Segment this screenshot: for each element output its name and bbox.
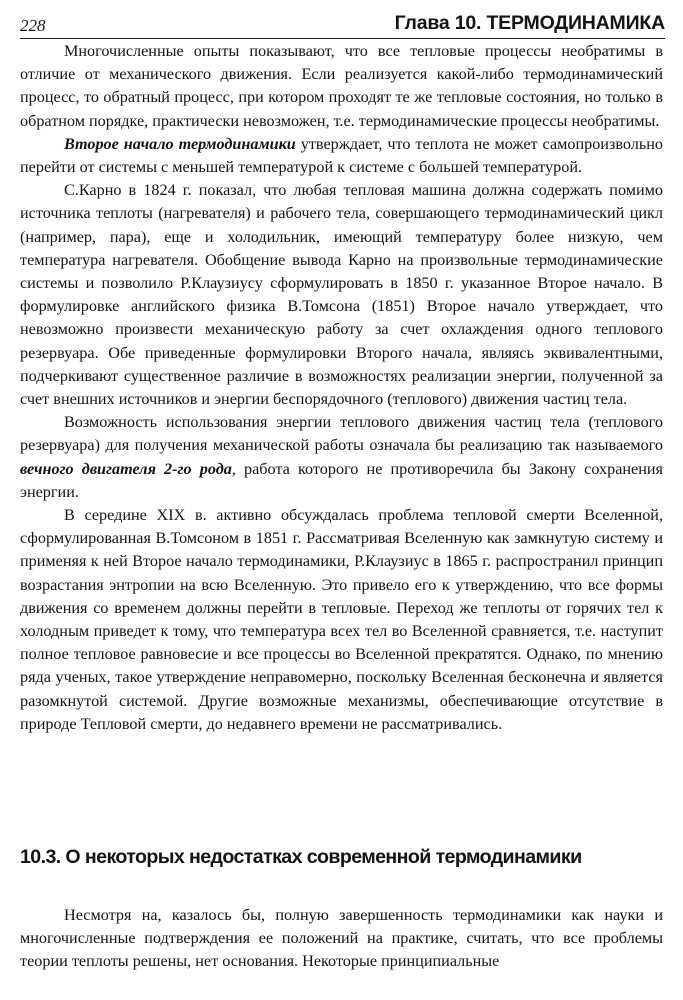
chapter-title: Глава 10. ТЕРМОДИНАМИКА xyxy=(394,12,665,34)
paragraph xyxy=(20,411,663,504)
section-heading: 10.3. О некоторых недостатках современной термодинамики xyxy=(20,846,582,868)
paragraph-text: С.Карно в 1824 г. показал, что любая тепловая машина должна содержать помимо источника теплоты (нагревателя) и рабочего тела, совершающего термодинамический цикл (например, пара), еще и холодильник, имеющий температуру более низкую, чем температура нагревателя. Обобщение вывода Карно на произвольные термодинамические системы и позволило Р.Клаузиусу сформулировать в 1850 г. указанное Второе начало. В формулировке английского физика В.Томсона (1851) Второе начало утверждает, что невозможно произвести механическую работу за счет охлаждения одного теплового резервуара. Обе приведенные формулировки Второго начала, являясь эквивалентными, подчеркивают существенное различие в возможностях реализации энергии, полученной за счет внешних источников и энергии беспорядочного (теплового) движения частиц тела. xyxy=(20,181,663,409)
paragraph-text: утверждает, что теплота не может самопроизвольно перейти от системы с меньшей температурой к системе с большей температурой. xyxy=(20,134,663,177)
paragraph xyxy=(20,133,663,179)
paragraph-text: Несмотря на, казалось бы, полную завершенность термодинамики как науки и многочисленные подтверждения ее положений на практике, считать, что все проблемы теории теплоты решены, нет основания. Некоторые принципиальные xyxy=(20,906,663,971)
paragraph xyxy=(20,40,663,133)
page-number: 228 xyxy=(20,16,46,35)
emphasized-term: Второе начало термодинамики xyxy=(64,134,296,153)
paragraph xyxy=(20,904,663,974)
section-body-text xyxy=(20,904,663,974)
body-text xyxy=(20,40,663,736)
paragraph-text: Возможность использования энергии теплового движения частиц тела (теплового резервуара) для получения механической работы означала бы реализацию так называемого xyxy=(20,413,663,455)
paragraph xyxy=(20,179,663,411)
paragraph xyxy=(20,504,663,736)
paragraph-text: , работа которого не противоречила бы Закону сохранения энергии. xyxy=(20,459,663,501)
paragraph-text: Многочисленные опыты показывают, что все тепловые процессы необратимы в отличие от механического движения. Если реализуется какой-либо термодинамический процесс, то обратный процесс, при котором проходят те же тепловые состояния, но только в обратном порядке, практически невозможен, т.е. термодинамические процессы необратимы. xyxy=(20,42,663,130)
running-header xyxy=(20,8,665,39)
emphasized-term: вечного двигателя 2-го рода xyxy=(20,459,232,478)
paragraph-text: В середине XIX в. активно обсуждалась проблема тепловой смерти Вселенной, сформулированная В.Томсоном в 1851 г. Рассматривая Вселенную как замкнутую систему и применяя к ней Второе начало термодинамики, Р.Клаузиус в 1865 г. распространил принцип возрастания энтропии на всю Вселенную. Это привело его к утверждению, что все формы движения со временем должны перейти в тепловые. Переход же теплоты от горячих тел к холодным приведет к тому, что температура всех тел во Вселенной сравняется, т.е. наступит полное тепловое равновесие и все процессы во Вселенной прекратятся. Однако, по мнению ряда ученых, такое утверждение неправомерно, поскольку Вселенная бесконечна и является разомкнутой системой. Другие возможные механизмы, обеспечивающие отсутствие в природе Тепловой смерти, до недавнего времени не рассматривались. xyxy=(20,506,663,733)
